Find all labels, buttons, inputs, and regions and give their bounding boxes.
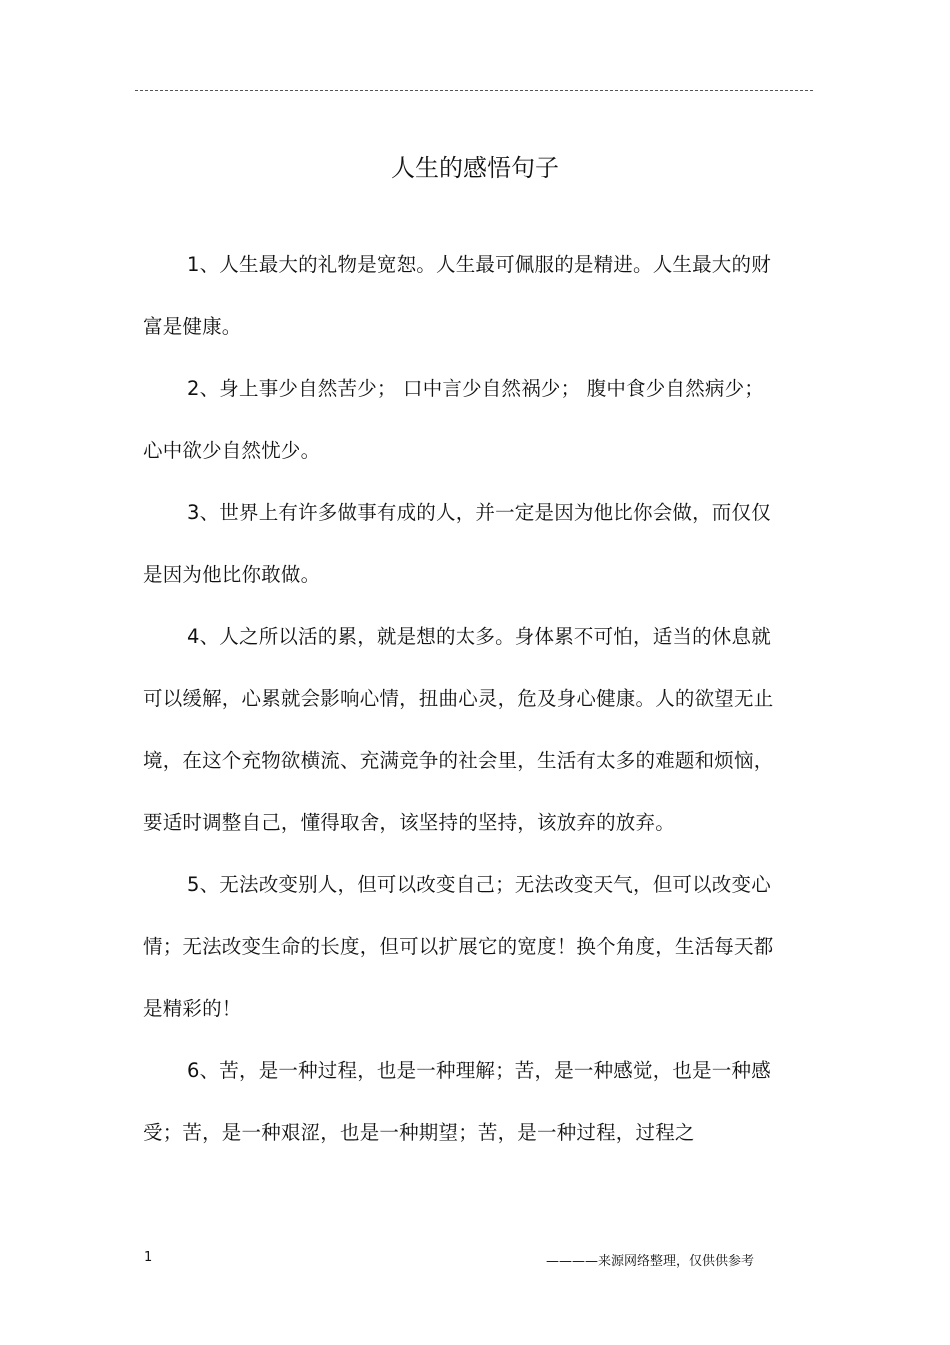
document-body (143, 234, 783, 1164)
page-title: 人生的感悟句子 (391, 154, 559, 182)
paragraph-2: 2、身上事少自然苦少； 口中言少自然祸少； 腹中食少自然病少；心中欲少自然忧少。 (143, 377, 765, 462)
source-note: ————来源网络整理，仅供供参考 (546, 1254, 755, 1269)
paragraph-3: 3、世界上有许多做事有成的人，并一定是因为他比你会做，而仅仅是因为他比你敢做。 (143, 501, 771, 586)
paragraph-4: 4、人之所以活的累，就是想的太多。身体累不可怕，适当的休息就可以缓解，心累就会影响心情，扭曲心灵，危及身心健康。人的欲望无止境，在这个充物欲横流、充满竞争的社会里，生活有太多的难题和烦恼，要适时调整自己，懂得取舍，该坚持的坚持，该放弃的放弃。 (143, 625, 774, 834)
paragraph-6: 6、苦，是一种过程，也是一种理解；苦，是一种感觉，也是一种感受；苦，是一种艰涩，也是一种期望；苦，是一种过程，过程之 (143, 1059, 771, 1144)
page-number: 1 (144, 1250, 153, 1265)
paragraph-5: 5、无法改变别人，但可以改变自己；无法改变天气，但可以改变心情；无法改变生命的长度，但可以扩展它的宽度！换个角度，生活每天都是精彩的！ (143, 873, 774, 1020)
header-dashed-rule (135, 90, 813, 91)
paragraph-1: 1、人生最大的礼物是宽恕。人生最可佩服的是精进。人生最大的财富是健康。 (143, 253, 771, 338)
